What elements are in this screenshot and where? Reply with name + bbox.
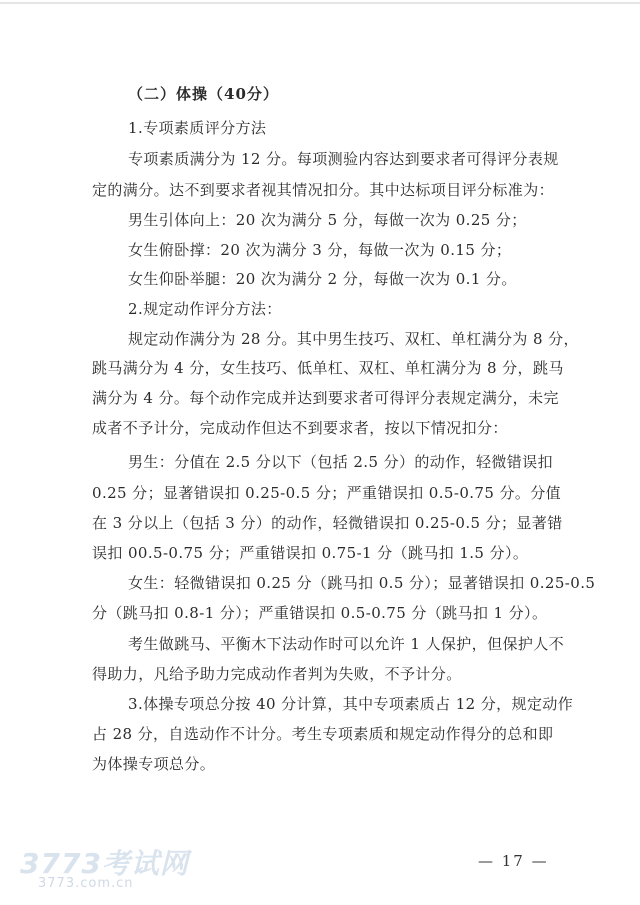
paragraph-line: 规定动作满分为 28 分。其中男生技巧、双杠、单杠满分为 8 分， [128,330,579,348]
paragraph-line: 满分为 4 分。每个动作完成并达到要求者可得评分表规定满分，未完 [92,389,559,407]
paragraph-line: 3.体操专项总分按 40 分计算，其中专项素质占 12 分，规定动作 [128,695,574,713]
paragraph-line: 女生俯卧撑：20 次为满分 3 分，每做一次为 0.15 分； [128,241,512,259]
paragraph-line: 占 28 分，自选动作不计分。考生专项素质和规定动作得分的总和即 [92,725,554,743]
subsection-title: 1.专项素质评分方法 [128,119,267,137]
paragraph-line: 男生引体向上：20 次为满分 5 分，每做一次为 0.25 分； [128,211,527,229]
paragraph-line: 专项素质满分为 12 分。每项测验内容达到要求者可得评分表规 [128,150,559,168]
paragraph-line: 为体操专项总分。 [92,755,216,773]
paragraph-line: 考生做跳马、平衡木下法动作时可以允许 1 人保护，但保护人不 [128,635,565,653]
watermark-logo: 3773考试网 [20,847,189,880]
paragraph-line: 分（跳马扣 0.8-1 分）；严重错误扣 0.5-0.75 分（跳马扣 1 分）。 [92,604,548,622]
paragraph-line: 跳马满分为 4 分，女生技巧、低单杠、双杠、单杠满分为 8 分，跳马 [92,359,564,377]
paragraph-line: 男生：分值在 2.5 分以下（包括 2.5 分）的动作，轻微错误扣 [128,453,553,471]
page-top-edge [0,2,640,4]
paragraph-line: 得助力，凡给予助力完成动作者判为失败，不予计分。 [92,665,462,683]
paragraph-line: 定的满分。达不到要求者视其情况扣分。其中达标项目评分标准为： [92,181,555,199]
page-number: — 17 — [478,852,549,870]
watermark-url: 3773.com.cn [38,876,134,891]
paragraph-line: 在 3 分以上（包括 3 分）的动作，轻微错误扣 0.25-0.5 分；显著错 [92,514,563,532]
paragraph-line: 女生仰卧举腿：20 次为满分 2 分，每做一次为 0.1 分。 [128,270,517,288]
subsection-title: 2.规定动作评分方法： [128,300,282,318]
section-heading: （二）体操（40分） [128,85,279,103]
paragraph-line: 女生：轻微错误扣 0.25 分（跳马扣 0.5 分）；显著错误扣 0.25-0.5 [128,574,596,592]
paragraph-line: 成者不予计分，完成动作但达不到要求者，按以下情况扣分： [92,419,508,437]
paragraph-line: 0.25 分；显著错误扣 0.25-0.5 分；严重错误扣 0.5-0.75 分。分值 [92,484,562,502]
paragraph-line: 误扣 00.5-0.75 分；严重错误扣 0.75-1 分（跳马扣 1.5 分）。 [92,544,529,562]
